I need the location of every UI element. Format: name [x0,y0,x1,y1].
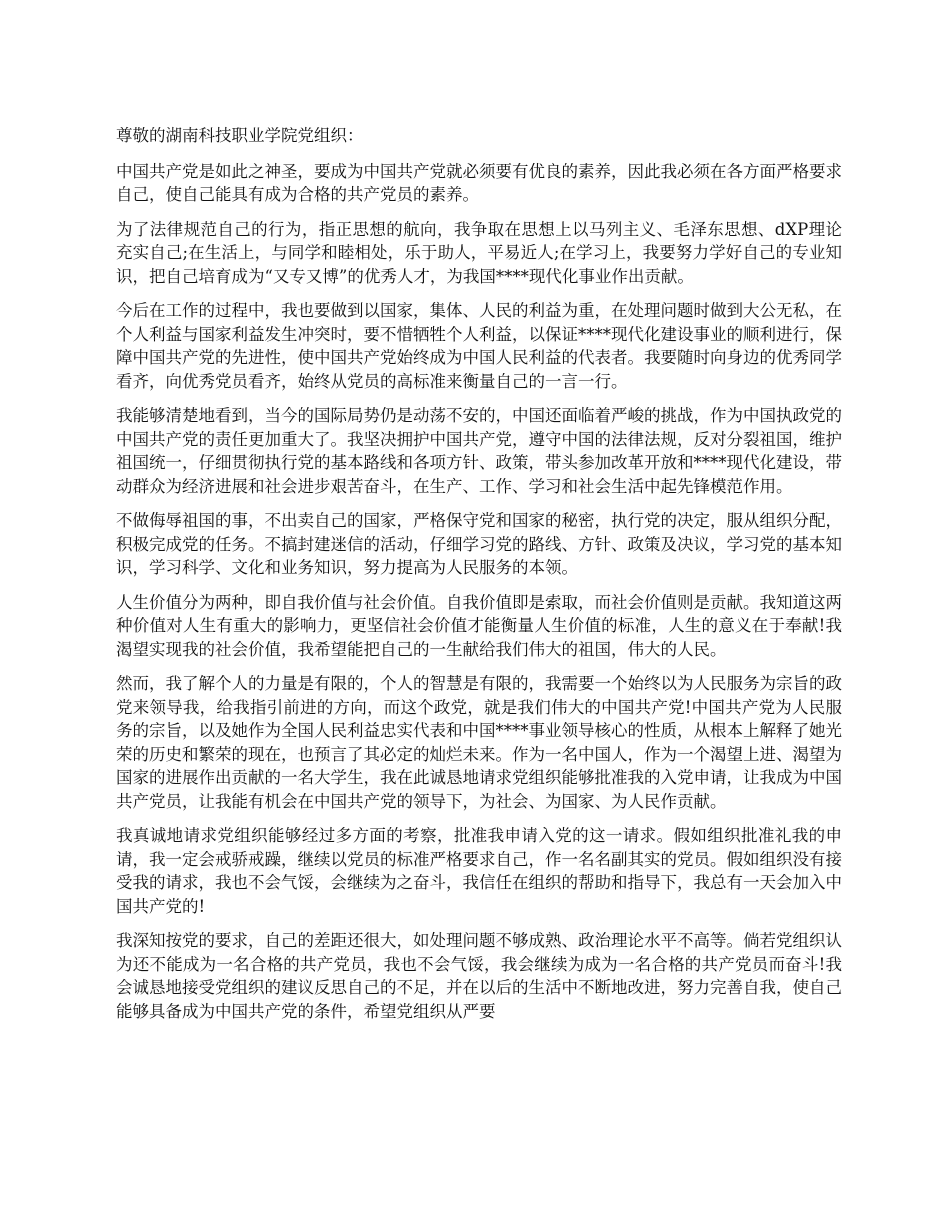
paragraph-5: 不做侮辱祖国的事，不出卖自己的国家，严格保守党和国家的秘密，执行党的决定，服从组织分配，积极完成党的任务。不搞封建迷信的活动，仔细学习党的路线、方针、政策及决议，学习党的基本知识，学习科学、文化和业务知识，努力提高为人民服务的本领。 [116,511,842,577]
paragraph-4: 我能够清楚地看到，当今的国际局势仍是动荡不安的，中国还面临着严峻的挑战，作为中国执政党的中国共产党的责任更加重大了。我坚决拥护中国共产党，遵守中国的法律法规，反对分裂祖国，维护祖国统一，仔细贯彻执行党的基本路线和各项方针、政策，带头参加改革开放和****现代化建设，带动群众为经济进展和社会进步艰苦奋斗，在生产、工作、学习和社会生活中起先锋模范作用。 [116,406,842,496]
paragraph-3: 今后在工作的过程中，我也要做到以国家，集体、人民的利益为重，在处理问题时做到大公无私，在个人利益与国家利益发生冲突时，要不惜牺牲个人利益，以保证****现代化建设事业的顺利进行，保障中国共产党的先进性，使中国共产党始终成为中国人民利益的代表者。我要随时向身边的优秀同学看齐，向优秀党员看齐，始终从党员的高标准来衡量自己的一言一行。 [116,301,842,391]
paragraph-7: 然而，我了解个人的力量是有限的，个人的智慧是有限的，我需要一个始终以为人民服务为宗旨的政党来领导我，给我指引前进的方向，而这个政党，就是我们伟大的中国共产党!中国共产党为人民服务的宗旨，以及她作为全国人民利益忠实代表和中国****事业领导核心的性质，从根本上解释了她光荣的历史和繁荣的现在，也预言了其必定的灿烂未来。作为一名中国人，作为一个渴望上进、渴望为国家的进展作出贡献的一名大学生，我在此诚恳地请求党组织能够批准我的入党申请，让我成为中国共产党员，让我能有机会在中国共产党的领导下，为社会、为国家、为人民作贡献。 [116,674,842,811]
paragraph-8: 我真诚地请求党组织能够经过多方面的考察，批准我申请入党的这一请求。假如组织批准礼我的申请，我一定会戒骄戒躁，继续以党员的标准严格要求自己，作一名名副其实的党员。假如组织没有接受我的请求，我也不会气馁，会继续为之奋斗，我信任在组织的帮助和指导下，我总有一天会加入中国共产党的! [116,826,842,916]
salutation: 尊敬的湖南科技职业学院党组织： [116,126,364,145]
paragraph-9: 我深知按党的要求，自己的差距还很大，如处理问题不够成熟、政治理论水平不高等。倘若党组织认为还不能成为一名合格的共产党员，我也不会气馁，我会继续为成为一名合格的共产党员而奋斗!我会诚恳地接受党组织的建议反思自己的不足，并在以后的生活中不断地改进，努力完善自我，使自己能够具备成为中国共产党的条件，希望党组织从严要 [116,931,842,1021]
paragraph-2: 为了法律规范自己的行为，指正思想的航向，我争取在思想上以马列主义、毛泽东思想、dXP理论充实自己;在生活上，与同学和睦相处，乐于助人，平易近人;在学习上，我要努力学好自己的专业知识，把自己培育成为“又专又博”的优秀人才，为我国****现代化事业作出贡献。 [116,219,842,286]
document-page [116,124,842,1034]
paragraph-6: 人生价值分为两种，即自我价值与社会价值。自我价值即是索取，而社会价值则是贡献。我知道这两种价值对人生有重大的影响力，更坚信社会价值才能衡量人生价值的标准，人生的意义在于奉献!我渴望实现我的社会价值，我希望能把自己的一生献给我们伟大的祖国，伟大的人民。 [116,592,842,659]
paragraph-1: 中国共产党是如此之神圣，要成为中国共产党就必须要有优良的素养，因此我必须在各方面严格要求自己，使自己能具有成为合格的共产党员的素养。 [116,161,842,204]
